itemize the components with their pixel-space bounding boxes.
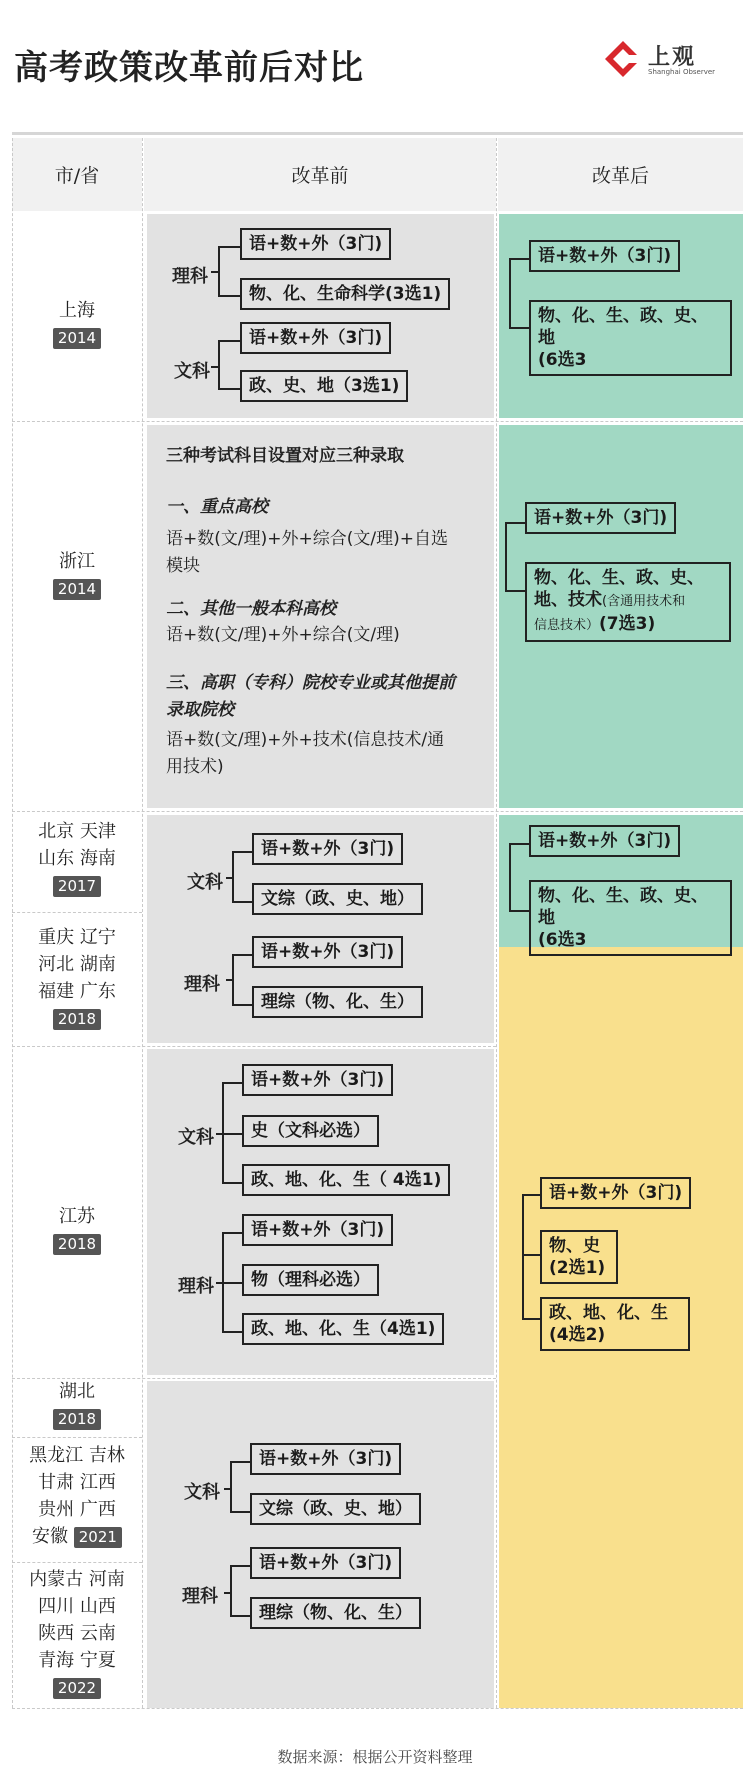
box-line: (6选3 xyxy=(538,350,587,370)
bracket-line xyxy=(211,366,219,368)
subject-box: 语+数+外（3门) xyxy=(252,833,403,865)
bracket-line xyxy=(232,851,252,853)
year-badge: 2018 xyxy=(53,1009,101,1030)
province-zhejiang xyxy=(12,548,142,602)
row-divider-2021 xyxy=(12,1562,142,1563)
data-source-footer: 数据来源：根据公开资料整理 xyxy=(277,1748,473,1766)
box-line: (6选3 xyxy=(538,930,587,950)
science-label: 理科 xyxy=(184,974,220,995)
zhejiang-text-1: 语+数(文/理)+外+综合(文/理)+自选模块 xyxy=(166,529,448,576)
bracket-line xyxy=(218,388,240,390)
year-badge: 2018 xyxy=(53,1409,101,1430)
arts-label: 文科 xyxy=(178,1127,214,1148)
row-divider-group2017 xyxy=(12,1046,496,1047)
province-shanghai xyxy=(12,297,142,351)
province-name: 甘肃 江西 xyxy=(38,1472,116,1493)
province-group-2017 xyxy=(12,818,142,899)
zhejiang-intro: 三种考试科目设置对应三种录取 xyxy=(166,446,404,466)
logo-name: 上观 xyxy=(648,45,697,70)
province-name: 青海 宁夏 xyxy=(38,1650,116,1671)
page-title: 高考政策改革前后对比 xyxy=(14,48,364,88)
province-name: 湖北 xyxy=(59,1381,95,1402)
box-line xyxy=(534,613,722,637)
province-group-2021 xyxy=(12,1442,142,1550)
subject-box: 语+数+外（3门) xyxy=(529,240,680,272)
bracket-line xyxy=(230,1461,232,1513)
subject-box: 文综（政、史、地） xyxy=(252,883,423,915)
subject-box xyxy=(529,880,732,956)
year-badge: 2022 xyxy=(53,1678,101,1699)
subject-box xyxy=(540,1297,690,1351)
province-line xyxy=(12,1523,142,1550)
arts-label: 文科 xyxy=(187,872,223,893)
province-name: 黑龙江 吉林 xyxy=(29,1445,125,1466)
province-group-2018 xyxy=(12,924,142,1032)
subject-box: 政、地、化、生（4选1) xyxy=(242,1313,444,1345)
box-line: 物、化、生、政、史、地 xyxy=(538,306,708,348)
bracket-line xyxy=(222,1282,242,1284)
group2021-before-cell xyxy=(147,1381,494,1708)
subject-box: 语+数+外（3门) xyxy=(540,1177,691,1209)
bracket-line xyxy=(522,1194,524,1320)
bracket-line xyxy=(222,1232,242,1234)
box-text: 地、技术 xyxy=(534,590,602,610)
subject-box: 语+数+外（3门) xyxy=(242,1064,393,1096)
bracket-line xyxy=(522,1194,540,1196)
box-note: 信息技术） xyxy=(534,618,600,633)
table-top-border xyxy=(12,132,743,135)
arts-label: 文科 xyxy=(174,361,210,382)
bracket-line xyxy=(224,1488,231,1490)
bracket-line xyxy=(230,1615,250,1617)
subject-box: 史（文科必选） xyxy=(242,1115,379,1147)
subject-box: 理综（物、化、生） xyxy=(250,1597,421,1629)
arts-label: 文科 xyxy=(184,1482,220,1503)
box-note: (含通用技术和 xyxy=(602,594,686,609)
bracket-line xyxy=(226,979,233,981)
bracket-line xyxy=(218,295,240,297)
year-badge: 2014 xyxy=(53,579,101,600)
bracket-line xyxy=(232,901,252,903)
bracket-line xyxy=(505,522,507,592)
subject-box: 物、化、生命科学(3选1) xyxy=(240,278,450,310)
logo-subtitle: Shanghai Observer xyxy=(648,68,716,76)
bracket-line xyxy=(211,271,219,273)
bracket-line xyxy=(522,1318,540,1320)
subject-box: 物（理科必选） xyxy=(242,1264,379,1296)
box-line: (4选2) xyxy=(549,1325,606,1345)
province-name: 贵州 广西 xyxy=(38,1499,116,1520)
province-name: 河北 湖南 xyxy=(38,954,116,975)
province-name: 山东 海南 xyxy=(38,848,116,869)
row-divider-shanghai xyxy=(12,421,743,422)
bracket-line xyxy=(230,1565,250,1567)
science-label: 理科 xyxy=(172,266,208,287)
subject-box xyxy=(529,300,732,376)
year-badge: 2017 xyxy=(53,876,101,897)
header-province: 市/省 xyxy=(12,138,142,211)
subject-box: 语+数+外（3门) xyxy=(252,936,403,968)
box-line: 政、地、化、生 xyxy=(549,1303,668,1323)
subject-box: 理综（物、化、生） xyxy=(252,986,423,1018)
bracket-line xyxy=(230,1511,250,1513)
subject-box xyxy=(540,1230,618,1284)
bracket-line xyxy=(505,590,525,592)
shanghai-observer-logo-icon xyxy=(604,40,642,78)
subject-box: 语+数+外（3门) xyxy=(529,825,680,857)
province-name: 内蒙古 河南 xyxy=(29,1569,125,1590)
province-name: 陕西 云南 xyxy=(38,1623,116,1644)
box-line xyxy=(534,589,722,613)
bracket-line xyxy=(509,327,529,329)
bracket-line xyxy=(222,1133,242,1135)
row-divider-zhejiang xyxy=(12,811,743,812)
bracket-line xyxy=(509,843,511,912)
bracket-line xyxy=(509,910,529,912)
province-name: 北京 天津 xyxy=(38,821,116,842)
zhejiang-heading-3: 三、高职（专科）院校专业或其他提前录取院校 xyxy=(166,673,455,720)
province-name: 江苏 xyxy=(59,1206,95,1227)
subject-box: 语+数+外（3门) xyxy=(250,1547,401,1579)
science-label: 理科 xyxy=(182,1586,218,1607)
zhejiang-heading-2: 二、其他一般本科高校 xyxy=(166,599,336,619)
year-badge: 2018 xyxy=(53,1234,101,1255)
bracket-line xyxy=(222,1082,242,1084)
box-line: 物、史 xyxy=(549,1236,600,1256)
column-divider-2 xyxy=(496,138,497,1708)
header-after: 改革后 xyxy=(498,138,743,211)
box-line: (2选1) xyxy=(549,1258,606,1278)
bracket-line xyxy=(230,1565,232,1617)
province-name: 上海 xyxy=(59,300,95,321)
bracket-line xyxy=(224,1592,231,1594)
subject-box xyxy=(525,562,731,642)
province-name: 福建 广东 xyxy=(38,981,116,1002)
science-label: 理科 xyxy=(178,1276,214,1297)
bracket-line xyxy=(230,1461,250,1463)
bracket-line xyxy=(232,1004,252,1006)
bracket-line xyxy=(218,246,240,248)
subject-box: 政、地、化、生（ 4选1) xyxy=(242,1164,450,1196)
subject-box: 语+数+外（3门) xyxy=(242,1214,393,1246)
subject-box: 政、史、地（3选1) xyxy=(240,370,408,402)
bracket-line xyxy=(509,258,511,329)
shanghai-observer-logo xyxy=(604,40,714,80)
bracket-line xyxy=(218,340,240,342)
bracket-line xyxy=(222,1182,242,1184)
province-hubei xyxy=(12,1378,142,1432)
province-name: 安徽 xyxy=(32,1526,69,1547)
year-badge: 2021 xyxy=(74,1527,122,1548)
box-line: 物、化、生、政、史、 xyxy=(534,568,704,588)
year-badge: 2014 xyxy=(53,328,101,349)
bracket-line xyxy=(222,1331,242,1333)
bracket-line xyxy=(509,843,529,845)
header-before: 改革前 xyxy=(144,138,496,211)
subject-box: 语+数+外（3门) xyxy=(240,228,391,260)
subject-box: 语+数+外（3门) xyxy=(250,1443,401,1475)
bracket-line xyxy=(509,258,529,260)
row-divider-hubei xyxy=(12,1437,142,1438)
subject-box: 语+数+外（3门) xyxy=(240,322,391,354)
bracket-line xyxy=(505,522,525,524)
province-name: 四川 山西 xyxy=(38,1596,116,1617)
table-bottom-border xyxy=(12,1708,743,1709)
subject-box: 文综（政、史、地） xyxy=(250,1493,421,1525)
province-name: 重庆 辽宁 xyxy=(38,927,116,948)
column-divider-1 xyxy=(142,138,143,1708)
bracket-line xyxy=(232,954,252,956)
subject-box: 语+数+外（3门) xyxy=(525,502,676,534)
row-divider-2017 xyxy=(12,912,142,913)
province-name: 浙江 xyxy=(59,551,95,572)
bracket-line xyxy=(218,340,220,390)
zhejiang-text-2: 语+数(文/理)+外+综合(文/理) xyxy=(166,625,400,645)
box-text: (7选3) xyxy=(599,614,656,634)
province-jiangsu xyxy=(12,1203,142,1257)
zhejiang-text-3: 语+数(文/理)+外+技术(信息技术/通用技术) xyxy=(166,730,445,777)
bracket-line xyxy=(522,1254,540,1256)
zhejiang-heading-1: 一、重点高校 xyxy=(166,497,268,517)
province-group-2022 xyxy=(12,1566,142,1701)
bracket-line xyxy=(226,877,233,879)
box-line: 物、化、生、政、史、地 xyxy=(538,886,708,928)
